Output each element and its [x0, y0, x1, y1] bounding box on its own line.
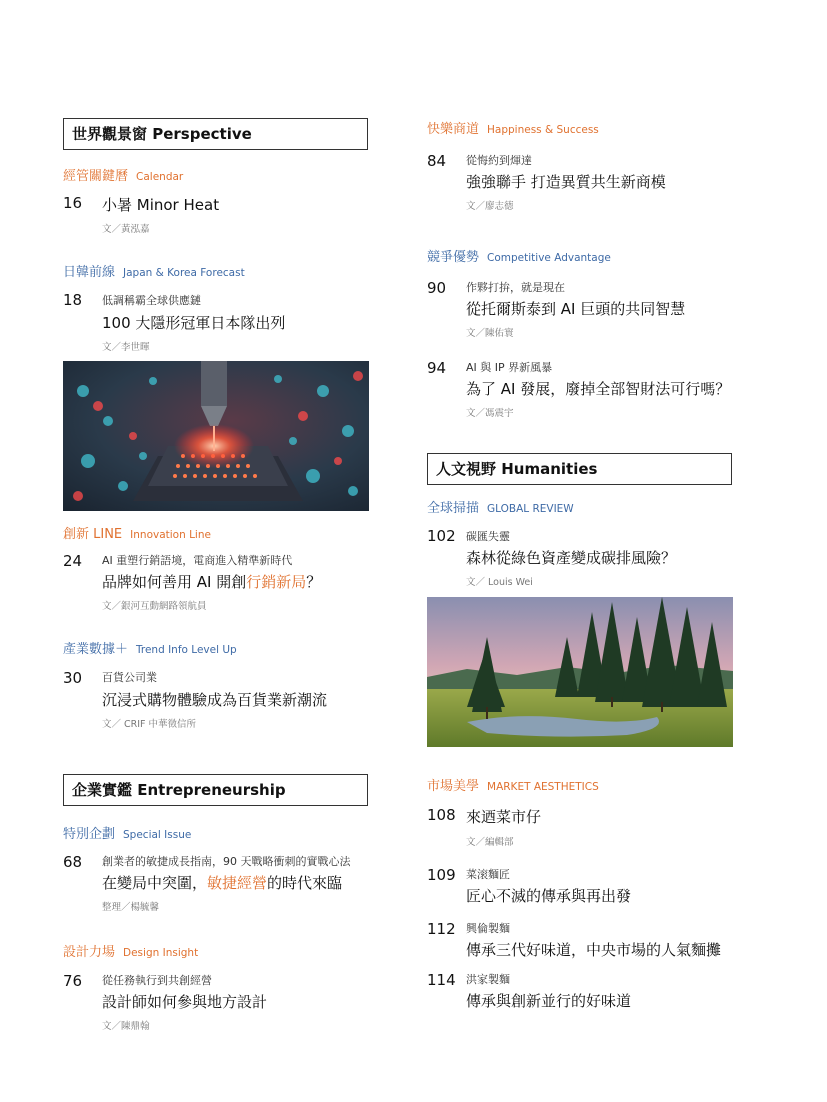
- page-number: 16: [63, 194, 83, 212]
- section-label-special: 特別企劃 Special Issue: [63, 827, 192, 842]
- article-title[interactable]: 為了 AI 發展，廢掉全部智財法可行嗎？: [466, 380, 731, 398]
- page-number: 68: [63, 853, 83, 871]
- article-kicker: 低調稱霸全球供應鏈: [102, 294, 201, 307]
- page-number: 76: [63, 972, 83, 990]
- article-byline: 文／馮震宇: [466, 408, 514, 419]
- article-byline: 文／ CRIF 中華徵信所: [102, 719, 197, 730]
- article-byline: 文／ Louis Wei: [466, 577, 533, 588]
- article-title[interactable]: 設計師如何參與地方設計: [102, 993, 268, 1011]
- section-label-trend: 產業數據＋ Trend Info Level Up: [63, 642, 237, 657]
- section-label-innovation: 創新 LINE Innovation Line: [63, 527, 211, 542]
- article-kicker: AI 與 IP 界新風暴: [466, 361, 553, 374]
- article-title[interactable]: 沉浸式購物體驗成為百貨業新潮流: [102, 691, 328, 709]
- section-box-humanities: 人文視野 Humanities: [427, 453, 732, 485]
- section-label-happiness: 快樂商道 Happiness & Success: [427, 122, 599, 137]
- article-title[interactable]: 小暑 Minor Heat: [102, 196, 220, 214]
- article-title[interactable]: 100 大隱形冠軍日本隊出列: [102, 314, 286, 332]
- article-byline: 文／李世暉: [102, 342, 150, 353]
- article-kicker: 作夥打拚，就是現在: [466, 281, 565, 294]
- article-byline: 文／編輯部: [466, 837, 514, 848]
- page-number: 114: [427, 971, 456, 989]
- circuit-chip-photo[interactable]: [63, 361, 369, 511]
- article-kicker: 從悔約到煇達: [466, 154, 532, 167]
- section-label-design: 設計力場 Design Insight: [63, 945, 199, 960]
- article-title[interactable]: 傳承與創新並行的好味道: [466, 992, 632, 1010]
- article-kicker: 洪家製麵: [466, 973, 510, 986]
- article-title[interactable]: 強強聯手 打造異質共生新商模: [466, 173, 666, 191]
- article-title[interactable]: 品牌如何善用 AI 開創行銷新局？: [102, 573, 322, 591]
- section-box-entrepreneurship: 企業實鑑 Entrepreneurship: [63, 774, 368, 806]
- article-byline: 文／陳鼎翰: [102, 1021, 150, 1032]
- section-label-global: 全球掃描 GLOBAL REVIEW: [427, 501, 574, 516]
- article-kicker: 興倫製麵: [466, 922, 510, 935]
- article-kicker: 百貨公司業: [102, 671, 157, 684]
- article-byline: 文／陳佑寰: [466, 328, 514, 339]
- article-byline: 文／銀河互動網路領航員: [102, 601, 207, 612]
- section-box-perspective: 世界觀景窗 Perspective: [63, 118, 368, 150]
- article-byline: 文／黃泓嘉: [102, 224, 150, 235]
- page-number: 112: [427, 920, 456, 938]
- article-kicker: 從任務執行到共創經營: [102, 974, 212, 987]
- page-number: 108: [427, 806, 456, 824]
- article-byline: 整理／楊毓馨: [102, 902, 160, 913]
- section-label-calendar: 經管關鍵曆 Calendar: [63, 169, 184, 184]
- page-number: 84: [427, 152, 447, 170]
- article-kicker: 創業者的敏捷成長指南，90 天戰略衝刺的實戰心法: [102, 855, 351, 868]
- article-kicker: 碳匯失靈: [466, 530, 510, 543]
- section-label-market: 市場美學 MARKET AESTHETICS: [427, 779, 599, 794]
- article-title[interactable]: 森林從綠色資產變成碳排風險？: [466, 549, 677, 567]
- page-number: 94: [427, 359, 447, 377]
- page-number: 18: [63, 291, 83, 309]
- article-kicker: AI 重塑行銷語境，電商進入精準新時代: [102, 554, 293, 567]
- page-number: 109: [427, 866, 456, 884]
- section-label-competitive: 競爭優勢 Competitive Advantage: [427, 250, 611, 265]
- page-number: 102: [427, 527, 456, 545]
- article-title[interactable]: 在變局中突圍，敏捷經營的時代來臨: [102, 874, 343, 892]
- article-title[interactable]: 傳承三代好味道，中央市場的人氣麵攤: [466, 941, 722, 959]
- article-title[interactable]: 從托爾斯泰到 AI 巨頭的共同智慧: [466, 300, 686, 318]
- forest-lake-icon: [427, 597, 733, 747]
- article-byline: 文／廖志德: [466, 201, 514, 212]
- article-kicker: 菜滚麵匠: [466, 868, 510, 881]
- article-title[interactable]: 匠心不滅的傳承與再出發: [466, 887, 632, 905]
- page-number: 30: [63, 669, 83, 687]
- forest-lake-photo[interactable]: [427, 597, 733, 747]
- section-label-japan-korea: 日韓前線 Japan & Korea Forecast: [63, 265, 245, 280]
- circuit-chip-icon: [63, 361, 369, 511]
- article-title[interactable]: 來迺菜市仔: [466, 808, 542, 826]
- page-number: 90: [427, 279, 447, 297]
- page-number: 24: [63, 552, 83, 570]
